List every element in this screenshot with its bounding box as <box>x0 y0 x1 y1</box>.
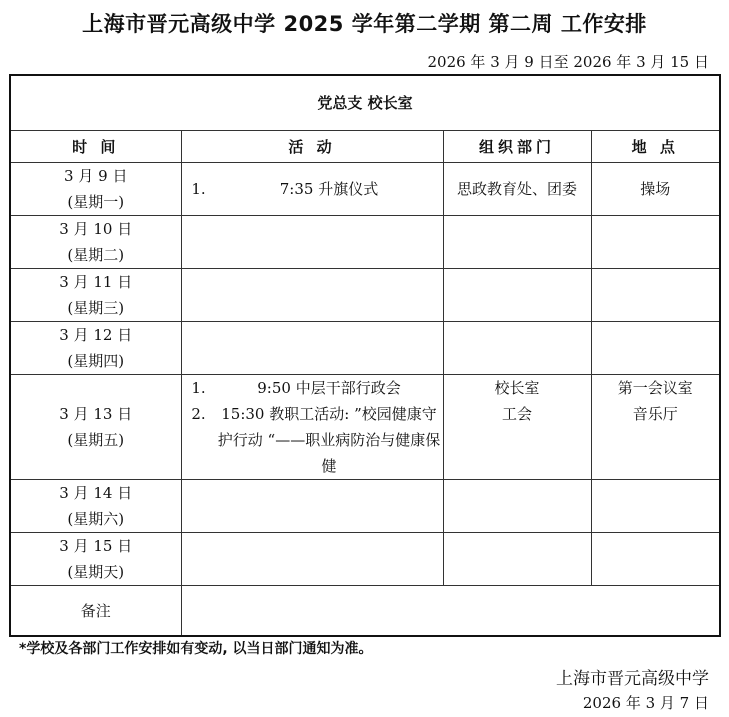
place-cell <box>591 375 720 480</box>
activity-cell <box>181 269 443 322</box>
day-date: 3 月 14 日 <box>59 484 133 502</box>
place-name: 操场 <box>640 180 671 198</box>
day-weekday: (星期四) <box>67 352 125 370</box>
place-cell <box>591 322 720 375</box>
activity-cell <box>181 480 443 533</box>
activity-cell <box>181 322 443 375</box>
day-weekday: (星期二) <box>67 246 125 264</box>
activity-item <box>182 176 443 202</box>
org-name: 校长室 <box>494 379 540 397</box>
place-name: 第一会议室 <box>617 379 693 397</box>
org-cell <box>443 216 591 269</box>
day-cell <box>10 322 181 375</box>
remarks-label: 备注 <box>10 586 181 637</box>
day-date: 3 月 12 日 <box>59 326 133 344</box>
day-date: 3 月 9 日 <box>64 167 128 185</box>
org-name: 工会 <box>501 405 532 423</box>
org-name: 思政教育处、团委 <box>456 180 577 198</box>
day-cell <box>10 163 181 216</box>
activity-number: 2. <box>191 405 206 423</box>
department-row <box>10 75 720 131</box>
schedule-table <box>9 74 721 637</box>
date-range: 2026 年 3 月 9 日至 2026 年 3 月 15 日 <box>427 53 709 71</box>
day-date: 3 月 11 日 <box>59 273 133 291</box>
day-date: 3 月 15 日 <box>59 537 133 555</box>
day-weekday: (星期三) <box>67 299 125 317</box>
activity-cell <box>181 533 443 586</box>
day-weekday: (星期五) <box>67 431 125 449</box>
day-date: 3 月 10 日 <box>59 220 133 238</box>
activity-cell <box>181 163 443 216</box>
org-cell <box>443 480 591 533</box>
department-title: 党总支 校长室 <box>10 75 720 131</box>
day-weekday: (星期六) <box>67 510 125 528</box>
remarks-value <box>181 586 720 637</box>
table-row <box>10 480 720 533</box>
org-cell <box>443 533 591 586</box>
day-cell <box>10 216 181 269</box>
org-cell <box>443 163 591 216</box>
day-weekday: (星期一) <box>67 193 125 211</box>
place-cell <box>591 480 720 533</box>
org-cell <box>443 269 591 322</box>
table-row <box>10 322 720 375</box>
remarks-row <box>10 586 720 637</box>
activity-item <box>182 401 443 479</box>
activity-item <box>182 375 443 401</box>
place-cell <box>591 163 720 216</box>
issue-date: 2026 年 3 月 7 日 <box>582 694 709 712</box>
place-cell <box>591 216 720 269</box>
place-cell <box>591 269 720 322</box>
footnote: *学校及各部门工作安排如有变动, 以当日部门通知为准。 <box>19 641 373 657</box>
activity-cell <box>181 375 443 480</box>
table-row <box>10 163 720 216</box>
header-row <box>10 131 720 163</box>
activity-text: 9:50 中层干部行政会 <box>257 379 401 397</box>
activity-cell <box>181 216 443 269</box>
day-weekday: (星期天) <box>67 563 125 581</box>
issuer-name: 上海市晋元高级中学 <box>556 669 709 689</box>
place-cell <box>591 533 720 586</box>
activity-text: 7:35 升旗仪式 <box>279 180 379 198</box>
header-org: 组织部门 <box>443 131 591 163</box>
table-row <box>10 375 720 480</box>
activity-number: 1. <box>191 180 206 198</box>
page-title: 上海市晋元高级中学 2025 学年第二学期 第二周 工作安排 <box>82 12 647 36</box>
header-activity: 活 动 <box>181 131 443 163</box>
place-name: 音乐厅 <box>632 405 678 423</box>
org-cell <box>443 375 591 480</box>
header-time: 时 间 <box>10 131 181 163</box>
day-cell <box>10 269 181 322</box>
table-row <box>10 216 720 269</box>
activity-number: 1. <box>191 379 206 397</box>
day-date: 3 月 13 日 <box>59 405 133 423</box>
table-row <box>10 269 720 322</box>
day-cell <box>10 533 181 586</box>
activity-text: 15:30 教职工活动: ”校园健康守护行动 “——职业病防治与健康保健 <box>217 405 441 475</box>
table-row <box>10 533 720 586</box>
org-cell <box>443 322 591 375</box>
day-cell <box>10 480 181 533</box>
header-place: 地 点 <box>591 131 720 163</box>
day-cell <box>10 375 181 480</box>
